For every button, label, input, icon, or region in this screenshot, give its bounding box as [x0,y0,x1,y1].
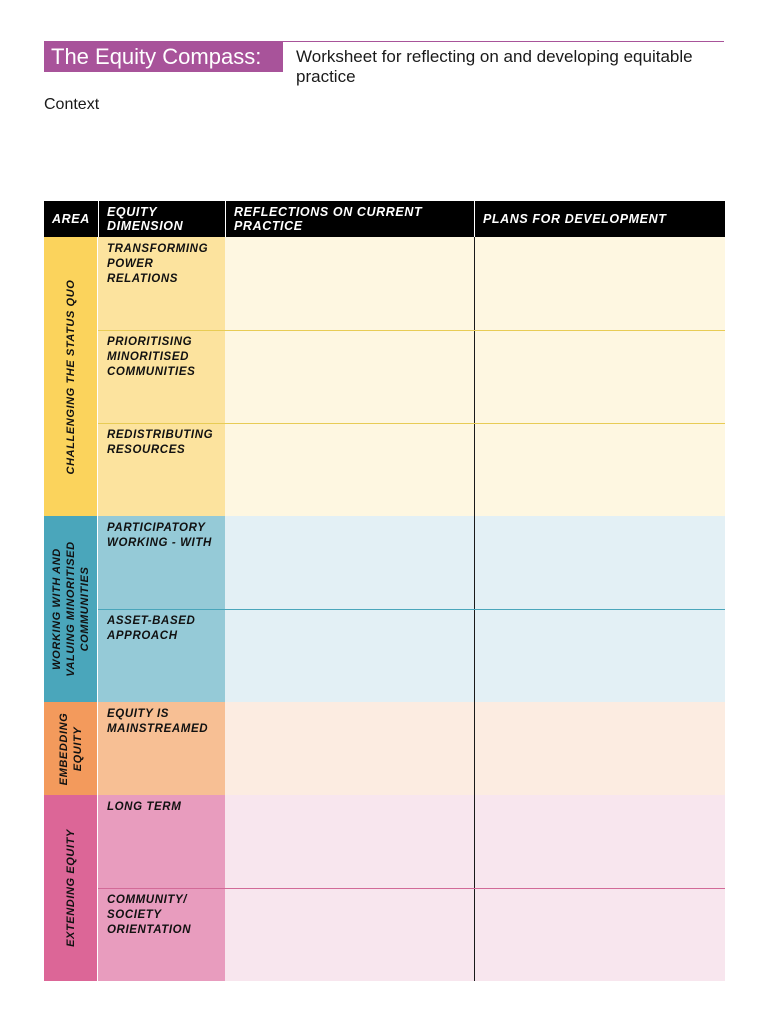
row-divider [98,330,725,331]
table-row [98,423,725,516]
area-label: CHALLENGING THE STATUS QUO [64,279,77,474]
plans-cell[interactable] [474,702,725,795]
column-header-area: AREA [44,201,98,237]
plans-cell[interactable] [474,237,725,330]
table-row [98,516,725,609]
table-row [98,795,725,888]
reflections-cell[interactable] [225,330,474,423]
equity-dimension-cell: PRIORITISING MINORITISED COMMUNITIES [98,330,225,423]
area-cell [44,516,98,702]
table-row [98,237,725,330]
equity-dimension-cell: TRANSFORMING POWER RELATIONS [98,237,225,330]
column-header-reflections: REFLECTIONS ON CURRENT PRACTICE [225,201,474,237]
table-row [98,888,725,981]
reflections-cell[interactable] [225,702,474,795]
equity-dimension-cell: ASSET-BASED APPROACH [98,609,225,702]
table-row [98,702,725,795]
row-divider [98,423,725,424]
plans-cell[interactable] [474,330,725,423]
plans-cell[interactable] [474,795,725,888]
context-label: Context [44,96,100,113]
worksheet-table [44,201,725,981]
area-label: EXTENDING EQUITY [64,829,77,947]
reflections-cell[interactable] [225,516,474,609]
equity-dimension-cell: LONG TERM [98,795,225,888]
area-cell [44,237,98,516]
table-row [98,330,725,423]
table-row [98,609,725,702]
area-cell [44,795,98,981]
reflections-cell[interactable] [225,888,474,981]
area-label: WORKING WITH AND VALUING MINORITISED COMMUNITIES [50,541,91,677]
reflections-cell[interactable] [225,237,474,330]
area-cell [44,702,98,795]
row-divider [98,888,725,889]
plans-cell[interactable] [474,609,725,702]
plans-cell[interactable] [474,516,725,609]
equity-dimension-cell: REDISTRIBUTING RESOURCES [98,423,225,516]
column-header-dimension: EQUITY DIMENSION [98,201,225,237]
row-divider [98,609,725,610]
area-label: EMBEDDING EQUITY [57,712,84,785]
page-title: The Equity Compass: [44,41,283,72]
equity-dimension-cell: PARTICIPATORY WORKING - WITH [98,516,225,609]
column-header-plans: PLANS FOR DEVELOPMENT [474,201,725,237]
reflections-cell[interactable] [225,795,474,888]
plans-cell[interactable] [474,888,725,981]
page-subtitle: Worksheet for reflecting on and developing equitable practice [296,47,693,86]
equity-dimension-cell: COMMUNITY/ SOCIETY ORIENTATION [98,888,225,981]
reflections-cell[interactable] [225,609,474,702]
reflections-cell[interactable] [225,423,474,516]
equity-dimension-cell: EQUITY IS MAINSTREAMED [98,702,225,795]
plans-cell[interactable] [474,423,725,516]
